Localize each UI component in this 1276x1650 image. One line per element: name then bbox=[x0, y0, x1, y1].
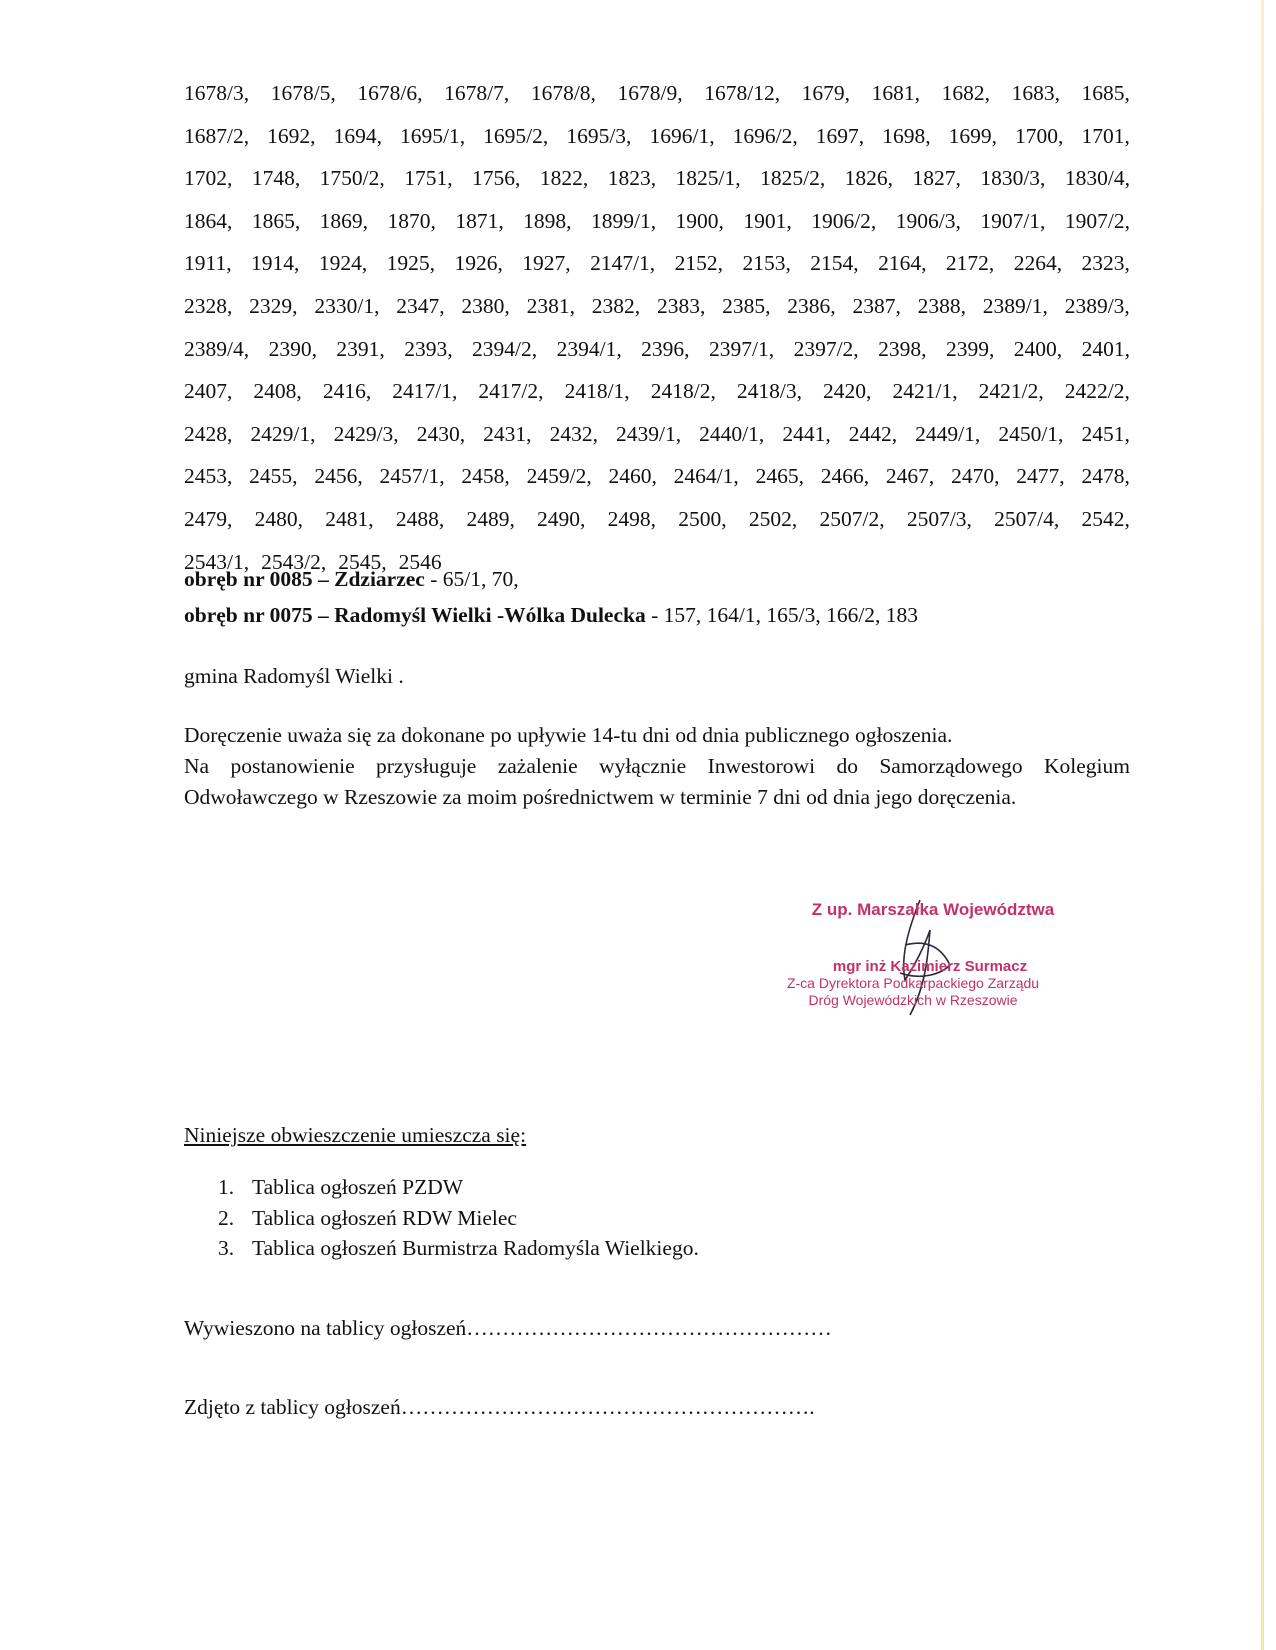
parcel-number: 1825/1, bbox=[675, 166, 741, 191]
parcel-number: 2388, bbox=[917, 293, 966, 318]
parcel-number: 2500, bbox=[678, 506, 727, 531]
parcel-number: 1830/4, bbox=[1064, 166, 1130, 191]
parcel-number: 2488, bbox=[395, 506, 445, 531]
parcel-number: 2450/1, bbox=[998, 421, 1064, 446]
parcel-number: 1899/1, bbox=[590, 208, 657, 233]
parcel-number: 2543/1, bbox=[184, 549, 250, 574]
parcel-number: 1869, bbox=[319, 208, 369, 233]
parcel-number: 1695/3, bbox=[566, 123, 632, 148]
parcel-number: 1871, bbox=[455, 208, 504, 233]
parcel-number: 2542, bbox=[1081, 506, 1130, 531]
parcel-number: 2417/1, bbox=[392, 379, 458, 404]
parcel-number: 1907/2, bbox=[1064, 208, 1130, 233]
parcel-number: 2470, bbox=[951, 464, 1000, 489]
parcel-number: 1700, bbox=[1015, 123, 1064, 148]
obreb-label: obręb nr 0085 – Zdziarzec bbox=[184, 567, 425, 591]
parcel-line bbox=[184, 285, 1130, 328]
parcel-number: 2440/1, bbox=[699, 421, 765, 446]
parcel-number: 2389/3, bbox=[1064, 293, 1130, 318]
parcel-number: 1678/6, bbox=[357, 81, 423, 105]
parcel-number: 2451, bbox=[1081, 421, 1130, 446]
obreb-label: obręb nr 0075 – Radomyśl Wielki -Wólka Dulecka bbox=[184, 603, 646, 627]
parcel-number: 1695/1, bbox=[400, 123, 466, 148]
parcel-number: 1695/2, bbox=[483, 123, 549, 148]
parcel-number: 2456, bbox=[314, 464, 363, 489]
parcel-number: 1751, bbox=[404, 166, 453, 191]
gmina-line: gmina Radomyśl Wielki . bbox=[184, 664, 404, 688]
parcel-number: 1822, bbox=[539, 166, 589, 191]
parcel-line bbox=[184, 413, 1130, 456]
parcel-number: 1748, bbox=[251, 166, 301, 191]
parcel-number: 1682, bbox=[941, 81, 990, 105]
parcel-number: 2422/2, bbox=[1064, 379, 1130, 404]
parcel-number: 1678/9, bbox=[617, 81, 683, 105]
parcel-number: 1907/1, bbox=[980, 208, 1046, 233]
parcel-line bbox=[184, 328, 1130, 371]
parcel-number: 2441, bbox=[782, 421, 831, 446]
parcel-number: 2418/1, bbox=[564, 379, 630, 404]
parcel-number: 2407, bbox=[184, 379, 233, 404]
parcel-number: 1756, bbox=[472, 166, 521, 191]
parcel-number: 2416, bbox=[322, 379, 372, 404]
parcel-number: 2502, bbox=[748, 506, 798, 531]
list-item: 1. Tablica ogłoszeń PZDW bbox=[218, 1175, 464, 1199]
posting-list bbox=[218, 1172, 699, 1264]
parcel-number: 2398, bbox=[878, 336, 927, 361]
parcel-number: 2507/3, bbox=[906, 506, 972, 531]
parcel-number: 2546 bbox=[398, 549, 442, 574]
parcel-number: 2477, bbox=[1016, 464, 1065, 489]
parcel-number: 2467, bbox=[885, 464, 935, 489]
parcel-number: 1702, bbox=[184, 166, 233, 191]
parcel-number: 2455, bbox=[249, 464, 298, 489]
obreb-value: - 157, 164/1, 165/3, 166/2, 183 bbox=[645, 603, 919, 627]
parcel-number: 2164, bbox=[878, 251, 927, 276]
parcel-number: 2421/1, bbox=[892, 379, 958, 404]
obreb-value: - 65/1, 70, bbox=[424, 567, 519, 591]
list-item: 2. Tablica ogłoszeń RDW Mielec bbox=[218, 1205, 517, 1230]
parcel-list bbox=[184, 72, 1130, 583]
parcel-line bbox=[184, 72, 1130, 115]
parcel-number: 1678/7, bbox=[444, 81, 510, 105]
parcel-number: 2459/2, bbox=[526, 464, 592, 489]
parcel-number: 1911, bbox=[184, 251, 232, 276]
parcel-line bbox=[184, 242, 1130, 285]
parcel-number: 2466, bbox=[820, 464, 870, 489]
parcel-number: 2387, bbox=[852, 293, 901, 318]
parcel-number: 1683, bbox=[1011, 81, 1060, 105]
parcel-number: 2385, bbox=[722, 293, 771, 318]
posting-title: Niniejsze obwieszczenie umieszcza się: bbox=[184, 1123, 527, 1147]
parcel-number: 2386, bbox=[787, 293, 836, 318]
parcel-number: 2480, bbox=[254, 506, 303, 531]
parcel-number: 2421/2, bbox=[978, 379, 1044, 404]
parcel-number: 2400, bbox=[1013, 336, 1063, 361]
delivery-text: Doręczenie uważa się za dokonane po upływie 14-tu dni od dnia publicznego ogłoszenia. bbox=[184, 723, 953, 747]
parcel-number: 2418/2, bbox=[650, 379, 716, 404]
parcel-number: 1685, bbox=[1081, 81, 1130, 105]
parcel-number: 2429/3, bbox=[333, 421, 399, 446]
obreb-zdziarzec bbox=[184, 567, 1130, 592]
parcel-number: 1927, bbox=[522, 251, 571, 276]
parcel-number: 1678/3, bbox=[184, 81, 250, 105]
parcel-number: 2389/1, bbox=[982, 293, 1048, 318]
parcel-line bbox=[184, 498, 1130, 541]
parcel-number: 1701, bbox=[1081, 123, 1130, 148]
parcel-number: 1914, bbox=[251, 251, 300, 276]
parcel-number: 1906/2, bbox=[811, 208, 877, 233]
parcel-line bbox=[184, 115, 1130, 158]
parcel-number: 1901, bbox=[743, 208, 792, 233]
parcel-number: 1898, bbox=[523, 208, 572, 233]
parcel-number: 1926, bbox=[454, 251, 503, 276]
parcel-number: 2153, bbox=[742, 251, 791, 276]
parcel-number: 1681, bbox=[871, 81, 921, 105]
parcel-number: 2458, bbox=[461, 464, 510, 489]
removed-field: Zdjęto z tablicy ogłoszeń…………………………………………………. bbox=[184, 1395, 815, 1419]
parcel-number: 1698, bbox=[882, 123, 931, 148]
notice-paragraph bbox=[184, 720, 1130, 813]
parcel-number: 2420, bbox=[823, 379, 872, 404]
official-stamp bbox=[748, 900, 1078, 1009]
parcel-number: 2479, bbox=[184, 506, 233, 531]
obreb-radomysl bbox=[184, 603, 1130, 628]
parcel-number: 2394/2, bbox=[472, 336, 538, 361]
parcel-line bbox=[184, 455, 1130, 498]
parcel-number: 1678/5, bbox=[270, 81, 336, 105]
parcel-number: 1750/2, bbox=[319, 166, 385, 191]
parcel-number: 2152, bbox=[674, 251, 723, 276]
parcel-number: 2381, bbox=[526, 293, 575, 318]
parcel-number: 1827, bbox=[912, 166, 961, 191]
page-edge bbox=[1261, 0, 1264, 1650]
parcel-number: 2507/4, bbox=[994, 506, 1060, 531]
parcel-number: 2408, bbox=[253, 379, 302, 404]
parcel-line bbox=[184, 370, 1130, 413]
parcel-number: 2457/1, bbox=[379, 464, 445, 489]
parcel-number: 2391, bbox=[336, 336, 385, 361]
list-item: 3. Tablica ogłoszeń Burmistrza Radomyśla Wielkiego. bbox=[218, 1236, 699, 1260]
parcel-number: 2464/1, bbox=[673, 464, 739, 489]
parcel-number: 1694, bbox=[333, 123, 382, 148]
parcel-number: 1679, bbox=[801, 81, 851, 105]
appeal-text: Na postanowienie przysługuje zażalenie wyłącznie Inwestorowi do Samorządowego Kolegium Odwoławczego w Rzeszowie za moim pośrednictwem w terminie 7 dni od dnia jego doręczenia. bbox=[184, 754, 1130, 809]
parcel-number: 1900, bbox=[675, 208, 724, 233]
parcel-number: 1697, bbox=[815, 123, 865, 148]
parcel-number: 2481, bbox=[325, 506, 374, 531]
parcel-number: 1830/3, bbox=[980, 166, 1046, 191]
parcel-number: 1924, bbox=[318, 251, 368, 276]
parcel-number: 2543/2, bbox=[261, 549, 327, 574]
posted-field: Wywieszono na tablicy ogłoszeń…………………………………………… bbox=[184, 1316, 832, 1340]
parcel-number: 2390, bbox=[268, 336, 317, 361]
parcel-number: 2383, bbox=[656, 293, 706, 318]
parcel-number: 2507/2, bbox=[819, 506, 885, 531]
parcel-number: 2323, bbox=[1081, 251, 1130, 276]
parcel-number: 1825/2, bbox=[760, 166, 826, 191]
parcel-number: 2418/3, bbox=[736, 379, 802, 404]
parcel-number: 2397/1, bbox=[709, 336, 775, 361]
parcel-number: 2399, bbox=[945, 336, 995, 361]
stamp-role: Z-ca Dyrektora Podkarpackiego Zarządu bbox=[786, 975, 1040, 991]
parcel-number: 2432, bbox=[549, 421, 598, 446]
parcel-number: 2264, bbox=[1013, 251, 1063, 276]
stamp-authority: Z up. Marszałka Województwa bbox=[811, 900, 1055, 919]
parcel-number: 1678/12, bbox=[704, 81, 781, 105]
parcel-number: 1870, bbox=[387, 208, 436, 233]
parcel-number: 2147/1, bbox=[590, 251, 656, 276]
parcel-number: 2382, bbox=[591, 293, 641, 318]
parcel-number: 2430, bbox=[416, 421, 466, 446]
parcel-number: 2478, bbox=[1081, 464, 1130, 489]
parcel-number: 2401, bbox=[1081, 336, 1130, 361]
parcel-number: 2347, bbox=[396, 293, 445, 318]
parcel-number: 2431, bbox=[483, 421, 532, 446]
parcel-number: 2489, bbox=[466, 506, 515, 531]
parcel-number: 1699, bbox=[948, 123, 997, 148]
parcel-number: 2393, bbox=[404, 336, 453, 361]
parcel-number: 1826, bbox=[844, 166, 894, 191]
parcel-number: 2394/1, bbox=[556, 336, 622, 361]
parcel-number: 2330/1, bbox=[314, 293, 380, 318]
parcel-line bbox=[184, 157, 1130, 200]
parcel-number: 2428, bbox=[184, 421, 233, 446]
parcel-number: 1925, bbox=[386, 251, 436, 276]
parcel-number: 1678/8, bbox=[530, 81, 596, 105]
parcel-number: 1687/2, bbox=[184, 123, 250, 148]
parcel-number: 1692, bbox=[267, 123, 316, 148]
parcel-number: 2429/1, bbox=[250, 421, 316, 446]
parcel-number: 2380, bbox=[461, 293, 510, 318]
parcel-number: 2328, bbox=[184, 293, 233, 318]
parcel-number: 2397/2, bbox=[793, 336, 859, 361]
parcel-number: 2172, bbox=[945, 251, 995, 276]
parcel-number: 2396, bbox=[641, 336, 690, 361]
stamp-name: mgr inż Kazimierz Surmacz bbox=[832, 958, 1028, 975]
parcel-number: 2490, bbox=[537, 506, 586, 531]
parcel-number: 1696/2, bbox=[732, 123, 798, 148]
parcel-number: 2453, bbox=[184, 464, 233, 489]
parcel-number: 1865, bbox=[251, 208, 301, 233]
parcel-line bbox=[184, 200, 1130, 243]
parcel-number: 1906/3, bbox=[895, 208, 961, 233]
parcel-number: 2439/1, bbox=[616, 421, 682, 446]
parcel-number: 2498, bbox=[607, 506, 657, 531]
parcel-number: 2545, bbox=[338, 549, 387, 574]
parcel-number: 2442, bbox=[848, 421, 898, 446]
parcel-number: 1864, bbox=[184, 208, 233, 233]
parcel-number: 2329, bbox=[249, 293, 298, 318]
parcel-number: 2417/2, bbox=[478, 379, 544, 404]
parcel-number: 2460, bbox=[608, 464, 657, 489]
parcel-number: 1696/1, bbox=[649, 123, 715, 148]
parcel-number: 2389/4, bbox=[184, 336, 250, 361]
stamp-organization: Dróg Wojewódzkich w Rzeszowie bbox=[808, 992, 1018, 1008]
parcel-number: 2449/1, bbox=[915, 421, 981, 446]
parcel-number: 1823, bbox=[607, 166, 657, 191]
parcel-number: 2154, bbox=[810, 251, 859, 276]
parcel-number: 2465, bbox=[755, 464, 804, 489]
